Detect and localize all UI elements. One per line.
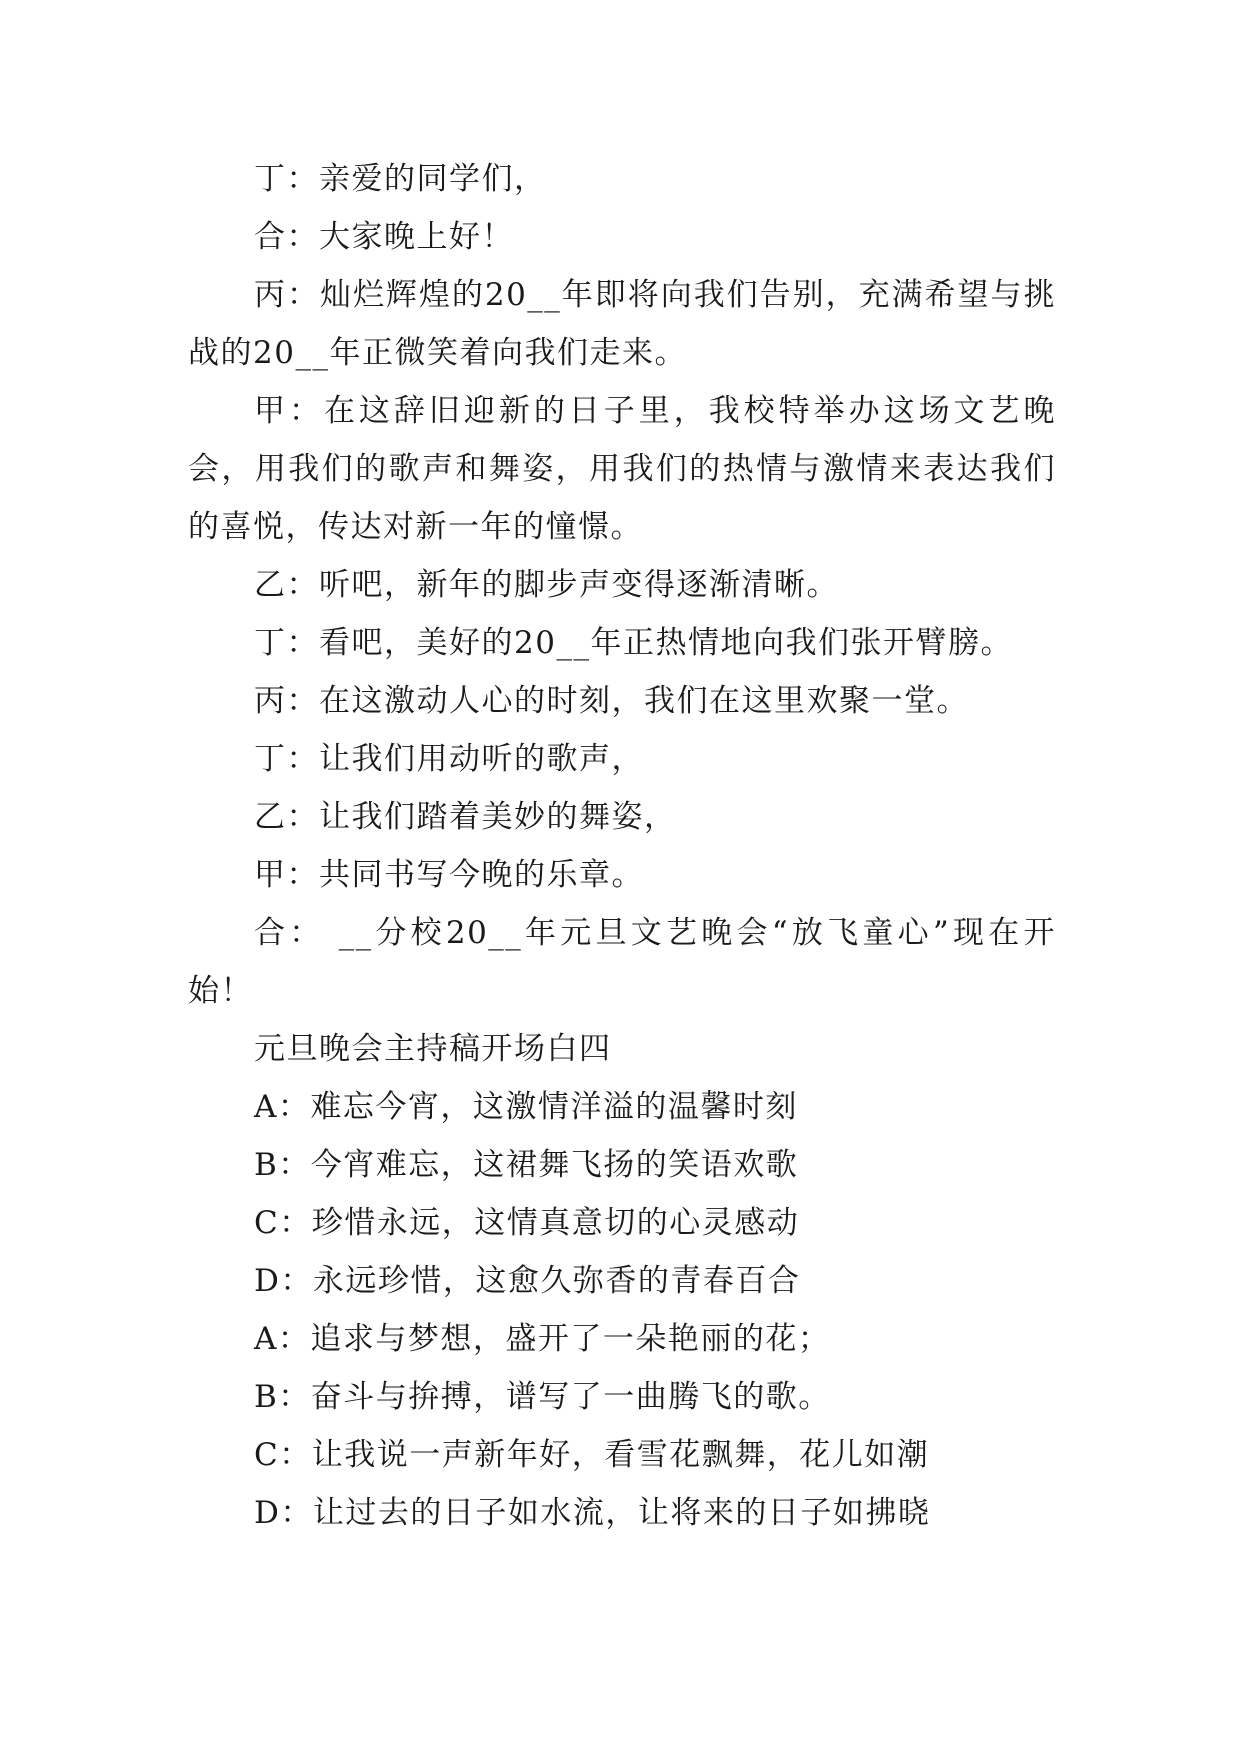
dialogue-line: 乙：听吧，新年的脚步声变得逐渐清晰。 (254, 567, 839, 603)
dialogue-line: 丁：亲爱的同学们， (254, 161, 547, 197)
dialogue-line: 合：大家晚上好！ (254, 219, 514, 255)
dialogue-line: 甲：在这辞旧迎新的日子里，我校特举办这场文艺晚会，用我们的歌声和舞姿，用我们的热情与激情来表达我们的喜悦，传达对新一年的憧憬。 (188, 393, 1056, 545)
dialogue-line: D：永远珍惜，这愈久弥香的青春百合 (254, 1263, 801, 1299)
dialogue-line: 丙：灿烂辉煌的20__年即将向我们告别，充满希望与挑战的20__年正微笑着向我们走来。 (188, 277, 1056, 371)
dialogue-line: A：追求与梦想，盛开了一朵艳丽的花； (254, 1321, 831, 1357)
dialogue-line: 乙：让我们踏着美妙的舞姿， (254, 799, 677, 835)
dialogue-line: D：让过去的日子如水流，让将来的日子如拂晓 (254, 1495, 931, 1531)
dialogue-line: C：珍惜永远，这情真意切的心灵感动 (254, 1205, 800, 1241)
dialogue-line: B：今宵难忘，这裙舞飞扬的笑语欢歌 (254, 1147, 799, 1183)
section-heading: 元旦晚会主持稿开场白四 (254, 1031, 612, 1067)
dialogue-line: C：让我说一声新年好，看雪花飘舞，花儿如潮 (254, 1437, 930, 1473)
dialogue-line: 丙：在这激动人心的时刻，我们在这里欢聚一堂。 (254, 683, 969, 719)
document-body (188, 150, 1056, 1542)
dialogue-line: 合： __分校20__年元旦文艺晚会“放飞童心”现在开始！ (188, 915, 1056, 1009)
dialogue-line: A：难忘今宵，这激情洋溢的温馨时刻 (254, 1089, 798, 1125)
dialogue-line: 甲：共同书写今晚的乐章。 (254, 857, 644, 893)
dialogue-line: B：奋斗与拚搏，谱写了一曲腾飞的歌。 (254, 1379, 831, 1415)
dialogue-line: 丁：看吧，美好的20__年正热情地向我们张开臂膀。 (254, 625, 1013, 661)
dialogue-line: 丁：让我们用动听的歌声， (254, 741, 644, 777)
